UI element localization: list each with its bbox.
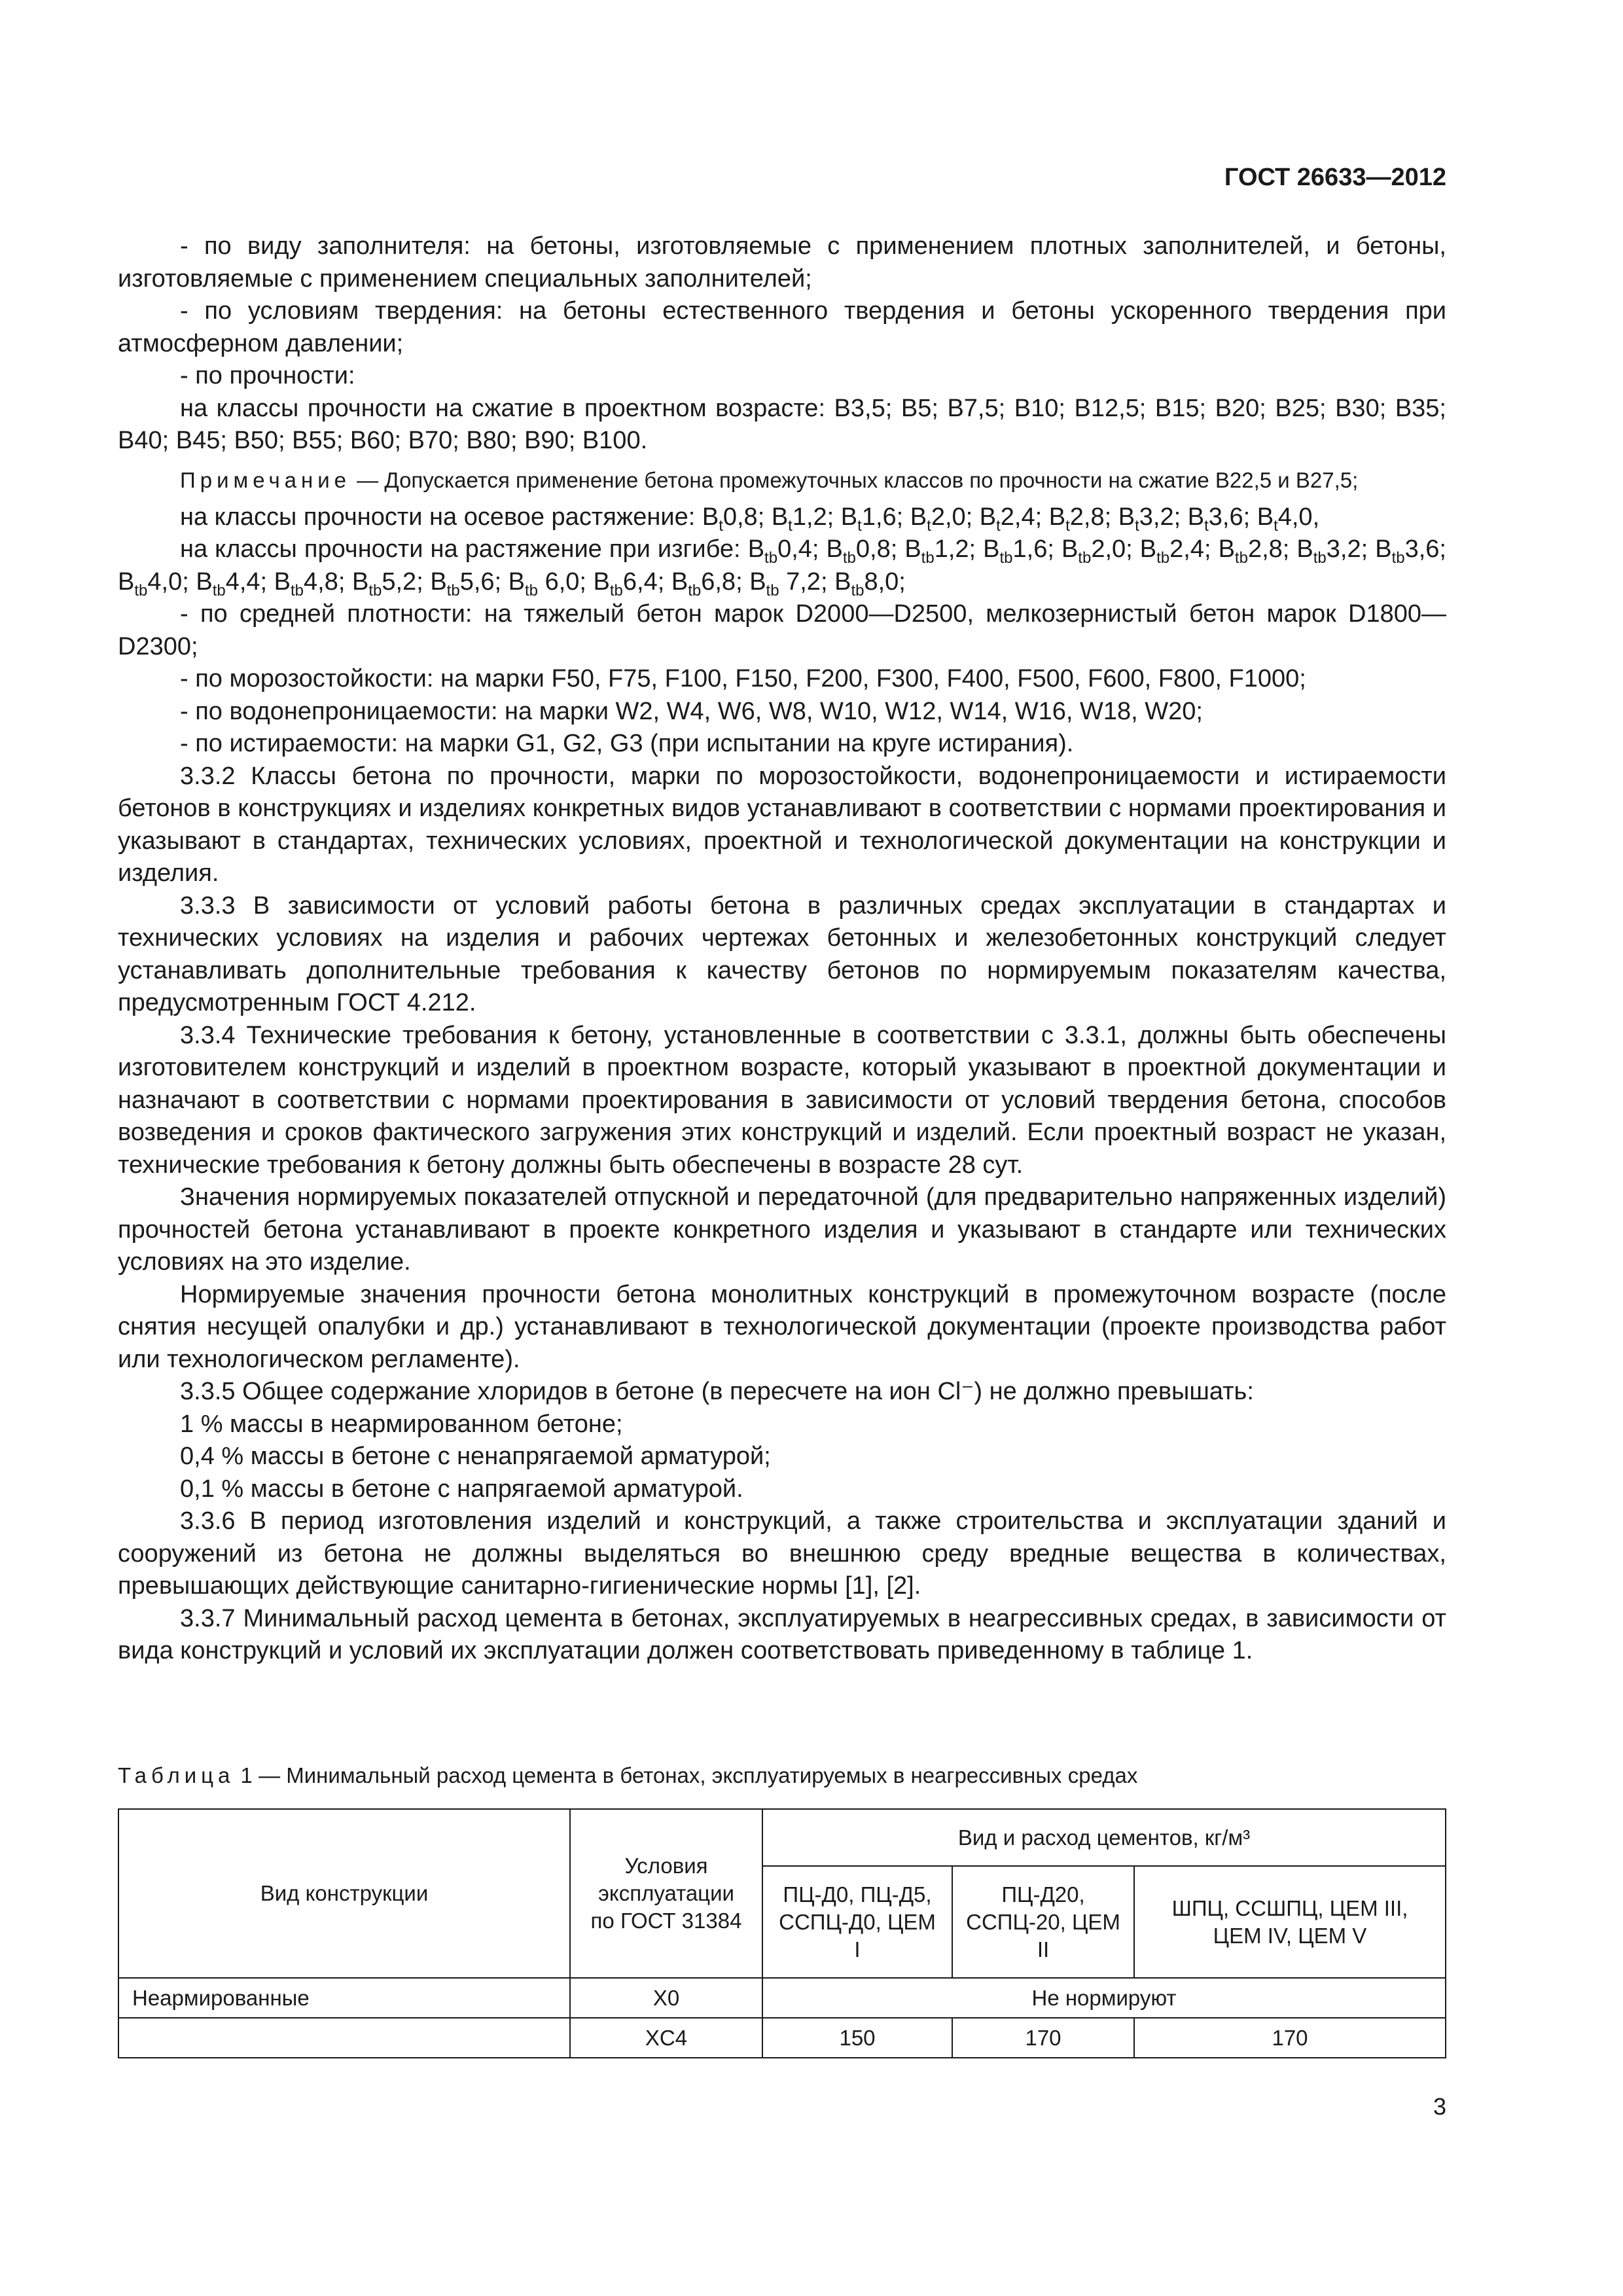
- class-letter: B: [910, 503, 927, 531]
- class-separator: ,: [1312, 503, 1320, 531]
- cell-value: Не нормируют: [762, 1978, 1446, 2018]
- class-value: 2,4: [1000, 503, 1035, 531]
- class-value: 6,0: [538, 567, 580, 596]
- class-value: 5,2: [382, 567, 417, 596]
- class-value: 4,0: [1277, 503, 1313, 531]
- cell-value: 150: [762, 2018, 952, 2058]
- cement-table: [118, 1808, 1446, 2058]
- cell-conditions: XC4: [570, 2018, 762, 2058]
- class-subscript: tb: [764, 549, 778, 567]
- class-letter: B: [1139, 535, 1157, 563]
- cell-conditions: X0: [570, 1978, 762, 2018]
- class-subscript: tb: [999, 549, 1013, 567]
- class-letter: B: [904, 535, 921, 563]
- class-separator: ;: [827, 503, 841, 531]
- class-subscript: tb: [1156, 549, 1170, 567]
- paragraph: на классы прочности на сжатие в проектном возрасте: B3,5; B5; B7,5; B10; B12,5; B15; B20; B25; B30; B35; B40; B45; B50; B55; B60; B70; B80; B90; B100.: [118, 394, 1446, 454]
- strength-class: [1048, 503, 1118, 535]
- class-letter: B: [771, 503, 789, 531]
- paragraph: - по условиям твердения: на бетоны естественного твердения и бетоны ускоренного твердения при атмосферном давлении;: [118, 297, 1446, 357]
- class-value: 7,2: [779, 567, 821, 596]
- class-value: 4,0: [147, 567, 183, 596]
- paragraph: 3.3.5 Общее содержание хлоридов в бетоне (в пересчете на ион Cl⁻) не должно превышать:: [180, 1378, 1254, 1405]
- class-separator: ;: [965, 503, 980, 531]
- class-letter: B: [196, 567, 213, 596]
- class-value: 4,4: [225, 567, 260, 596]
- class-separator: ;: [899, 567, 906, 596]
- class-subscript: t: [1274, 516, 1278, 535]
- class-value: 1,2: [934, 535, 969, 563]
- strength-class: [834, 567, 906, 600]
- class-value: 2,0: [1091, 535, 1126, 563]
- class-letter: B: [351, 567, 369, 596]
- paragraph: 1 % массы в неармированном бетоне;: [180, 1410, 623, 1438]
- paragraph: - по водонепроницаемости: на марки W2, W4, W6, W8, W10, W12, W14, W16, W18, W20;: [180, 697, 1203, 725]
- strength-class: [1218, 535, 1297, 567]
- class-separator: ;: [338, 567, 352, 596]
- class-subscript: tb: [212, 581, 226, 600]
- class-separator: ;: [1204, 535, 1219, 563]
- standard-code: ГОСТ 26633—2012: [1224, 164, 1446, 191]
- class-separator: ;: [1361, 535, 1376, 563]
- cell-value: 170: [1134, 2018, 1446, 2058]
- paragraph: - по истираемости: на марки G1, G2, G3 (при испытании на круге истирания).: [180, 730, 1074, 757]
- class-subscript: t: [788, 516, 793, 535]
- class-letter: B: [983, 535, 1000, 563]
- class-letter: B: [1048, 503, 1066, 531]
- note: [118, 467, 1446, 494]
- strength-class: [118, 567, 196, 600]
- class-separator: ;: [182, 567, 196, 596]
- strength-class: [747, 535, 827, 567]
- class-letter: B: [979, 503, 997, 531]
- strength-class: [1296, 535, 1376, 567]
- class-value: 3,6: [1404, 535, 1440, 563]
- paragraph: 3.3.6 В период изготовления изделий и конструкций, а также строительства и эксплуатации зданий и сооружений из бетона не должны выделяться во внешнюю среду вредные вещества в количествах, превышающих действующие санитарно-гигиенические нормы [1], [2].: [118, 1507, 1446, 1600]
- paragraph-axial: [118, 501, 1446, 534]
- paragraph: 3.3.7 Минимальный расход цемента в бетонах, эксплуатируемых в неагрессивных средах, в зависимости от вида конструкций и условий их эксплуатации должен соответствовать приведенному в таблице 1.: [118, 1604, 1446, 1664]
- class-letter: B: [430, 567, 447, 596]
- class-subscript: tb: [1234, 549, 1248, 567]
- strength-class: [1061, 535, 1140, 567]
- class-value: 2,0: [931, 503, 966, 531]
- paragraph: Нормируемые значения прочности бетона монолитных конструкций в промежуточном возрасте (после снятия несущей опалубки и др.) устанавливают в технологической документации (проекте производства работ или технологическом регламенте).: [118, 1280, 1446, 1373]
- class-value: 1,2: [792, 503, 827, 531]
- strength-class: [274, 567, 352, 600]
- class-letter: B: [1296, 535, 1313, 563]
- class-separator: ;: [494, 567, 508, 596]
- class-value: 1,6: [861, 503, 897, 531]
- strength-class: [979, 503, 1049, 535]
- class-separator: ;: [416, 567, 431, 596]
- class-separator: ;: [736, 567, 750, 596]
- class-separator: ;: [1439, 535, 1446, 563]
- class-separator: ;: [1173, 503, 1188, 531]
- class-letter: B: [118, 567, 135, 596]
- class-letter: B: [702, 503, 719, 531]
- class-value: 3,2: [1326, 535, 1361, 563]
- class-subscript: t: [1135, 516, 1139, 535]
- class-separator: ;: [1282, 535, 1297, 563]
- class-letter: B: [747, 535, 765, 563]
- class-value: 6,8: [701, 567, 736, 596]
- note-text: — Допускается применение бетона промежуточных классов по прочности на сжатие B22,5 и B27,5;: [351, 467, 1359, 492]
- class-subscript: t: [719, 516, 723, 535]
- paragraph: 0,4 % массы в бетоне с ненапрягаемой арматурой;: [180, 1443, 771, 1470]
- class-separator: ;: [890, 535, 905, 563]
- paragraph: 3.3.2 Классы бетона по прочности, марки по морозостойкости, водонепроницаемости и истираемости бетонов в конструкциях и изделиях конкретных видов устанавливают в соответствии с нормами проектирования и указывают в стандартах, технических условиях, проектной и технологической документации на конструкции и изделия.: [118, 762, 1446, 887]
- header-conditions: Условия эксплуатации по ГОСТ 31384: [570, 1809, 762, 1978]
- class-value: 0,4: [777, 535, 812, 563]
- class-value: 1,6: [1012, 535, 1048, 563]
- table-caption-label: Таблица: [118, 1763, 235, 1787]
- class-letter: B: [826, 535, 843, 563]
- class-separator: ;: [657, 567, 671, 596]
- class-separator: ;: [260, 567, 274, 596]
- cell-kind: Неармированные: [118, 1978, 570, 2018]
- note-label: Примечание: [180, 467, 351, 492]
- table-caption-text: 1 — Минимальный расход цемента в бетонах, эксплуатируемых в неагрессивных средах: [234, 1763, 1138, 1787]
- strength-class: [1257, 503, 1320, 535]
- class-subscript: tb: [446, 581, 460, 600]
- class-subscript: tb: [842, 549, 856, 567]
- class-subscript: tb: [1313, 549, 1327, 567]
- axial-class-list: [702, 503, 1320, 535]
- class-value: 0,8: [855, 535, 891, 563]
- strength-class: [1139, 535, 1219, 567]
- class-subscript: tb: [609, 581, 623, 600]
- class-letter: B: [1118, 503, 1135, 531]
- paragraph: 3.3.3 В зависимости от условий работы бетона в различных средах эксплуатации в стандартах и технических условиях на изделия и рабочих чертежах бетонных и железобетонных конструкций следует устанавливать дополнительные требования к качеству бетонов по нормируемым показателям качества, предусмотренным ГОСТ 4.212.: [118, 891, 1446, 1016]
- class-letter: B: [274, 567, 291, 596]
- paragraph: - по морозостойкости: на марки F50, F75, F100, F150, F200, F300, F400, F500, F600, F800, F1000;: [180, 665, 1306, 692]
- body-text: [118, 230, 1446, 1668]
- class-separator: ;: [1243, 503, 1257, 531]
- class-subscript: t: [1204, 516, 1209, 535]
- class-separator: ;: [1035, 503, 1049, 531]
- strength-class: [508, 567, 594, 600]
- class-letter: B: [834, 567, 851, 596]
- cell-kind-empty: [118, 2018, 570, 2058]
- strength-class: [826, 535, 905, 567]
- strength-class: [351, 567, 431, 600]
- class-letter: B: [1375, 535, 1392, 563]
- class-subscript: tb: [688, 581, 702, 600]
- class-value: 3,2: [1139, 503, 1174, 531]
- class-separator: ;: [1047, 535, 1061, 563]
- class-subscript: tb: [291, 581, 304, 600]
- paragraph: 0,1 % массы в бетоне с напрягаемой арматурой.: [180, 1475, 743, 1503]
- class-value: 3,6: [1208, 503, 1243, 531]
- strength-class: [1118, 503, 1188, 535]
- class-value: 6,4: [622, 567, 658, 596]
- paragraph: - по виду заполнителя: на бетоны, изготовляемые с применением плотных заполнителей, и бетоны, изготовляемые с применением специальных заполнителей;: [118, 232, 1446, 293]
- paragraph: Значения нормируемых показателей отпускной и передаточной (для предварительно напряженных изделий) прочностей бетона устанавливают в проекте конкретного изделия и указывают в стандарте или технических условиях на это изделие.: [118, 1183, 1446, 1276]
- class-value: 0,8: [722, 503, 758, 531]
- class-subscript: tb: [766, 581, 779, 600]
- class-separator: ;: [579, 567, 594, 596]
- strength-class: [196, 567, 274, 600]
- class-subscript: t: [927, 516, 931, 535]
- class-subscript: tb: [525, 581, 539, 600]
- class-value: 2,8: [1247, 535, 1283, 563]
- class-separator: ;: [757, 503, 772, 531]
- header-kind: Вид конструкции: [118, 1809, 570, 1978]
- class-letter: B: [749, 567, 766, 596]
- class-value: 5,6: [459, 567, 495, 596]
- strength-class: [430, 567, 508, 600]
- strength-class: [1375, 535, 1446, 567]
- strength-class: [904, 535, 984, 567]
- strength-class: [771, 503, 841, 535]
- strength-class: [749, 567, 835, 600]
- paragraph: 3.3.4 Технические требования к бетону, установленные в соответствии с 3.3.1, должны быть обеспечены изготовителем конструкций и изделий в проектном возрасте, который указывают в проектной документации и назначают в соответствии с нормами проектирования в зависимости от условий твердения бетона, способов возведения и сроков фактического загружения этих конструкций и изделий. Если проектный возраст не указан, технические требования к бетону должны быть обеспечены в возрасте 28 сут.: [118, 1021, 1446, 1179]
- page-number: 3: [1433, 2093, 1446, 2120]
- strength-class: [671, 567, 750, 600]
- strength-class: [702, 503, 772, 535]
- class-value: 2,8: [1069, 503, 1105, 531]
- class-separator: ;: [1104, 503, 1118, 531]
- header-cement-3: ШПЦ, ССШПЦ, ЦЕМ III, ЦЕМ IV, ЦЕМ V: [1134, 1866, 1446, 1978]
- strength-class: [910, 503, 980, 535]
- class-separator: ;: [1126, 535, 1140, 563]
- strength-class: [840, 503, 910, 535]
- class-letter: B: [1187, 503, 1205, 531]
- class-subscript: tb: [921, 549, 935, 567]
- strength-class: [1187, 503, 1257, 535]
- strength-class: [983, 535, 1061, 567]
- class-letter: B: [1257, 503, 1274, 531]
- paragraph: - по прочности:: [180, 362, 355, 389]
- class-letter: B: [593, 567, 610, 596]
- class-subscript: t: [857, 516, 862, 535]
- class-subscript: t: [996, 516, 1001, 535]
- header-cement-2: ПЦ-Д20, ССПЦ-20, ЦЕМ II: [952, 1866, 1134, 1978]
- class-value: 2,4: [1169, 535, 1204, 563]
- class-letter: B: [671, 567, 688, 596]
- cell-value: 170: [952, 2018, 1134, 2058]
- class-separator: ;: [820, 567, 835, 596]
- class-subscript: tb: [1078, 549, 1092, 567]
- axial-lead: на классы прочности на осевое растяжение:: [180, 503, 696, 531]
- class-subscript: tb: [1391, 549, 1405, 567]
- class-value: 4,8: [304, 567, 338, 596]
- header-cement-group: Вид и расход цементов, кг/м³: [762, 1809, 1446, 1866]
- class-letter: B: [1061, 535, 1079, 563]
- paragraph: - по средней плотности: на тяжелый бетон марок D2000—D2500, мелкозернистый бетон марок D1800—D2300;: [118, 600, 1446, 660]
- class-subscript: t: [1065, 516, 1070, 535]
- class-subscript: tb: [851, 581, 865, 600]
- header-cement-1: ПЦ-Д0, ПЦ-Д5, ССПЦ-Д0, ЦЕМ I: [762, 1866, 952, 1978]
- class-separator: ;: [896, 503, 910, 531]
- class-separator: ;: [812, 535, 827, 563]
- class-letter: B: [840, 503, 858, 531]
- class-letter: B: [508, 567, 525, 596]
- class-separator: ;: [969, 535, 984, 563]
- strength-class: [593, 567, 671, 600]
- paragraph-bending: [118, 533, 1446, 598]
- bending-lead: на классы прочности на растяжение при изгибе:: [180, 535, 741, 563]
- table-caption: [118, 1762, 1446, 1789]
- class-value: 8,0: [864, 567, 899, 596]
- class-letter: B: [1218, 535, 1235, 563]
- class-subscript: tb: [134, 581, 148, 600]
- class-subscript: tb: [368, 581, 382, 600]
